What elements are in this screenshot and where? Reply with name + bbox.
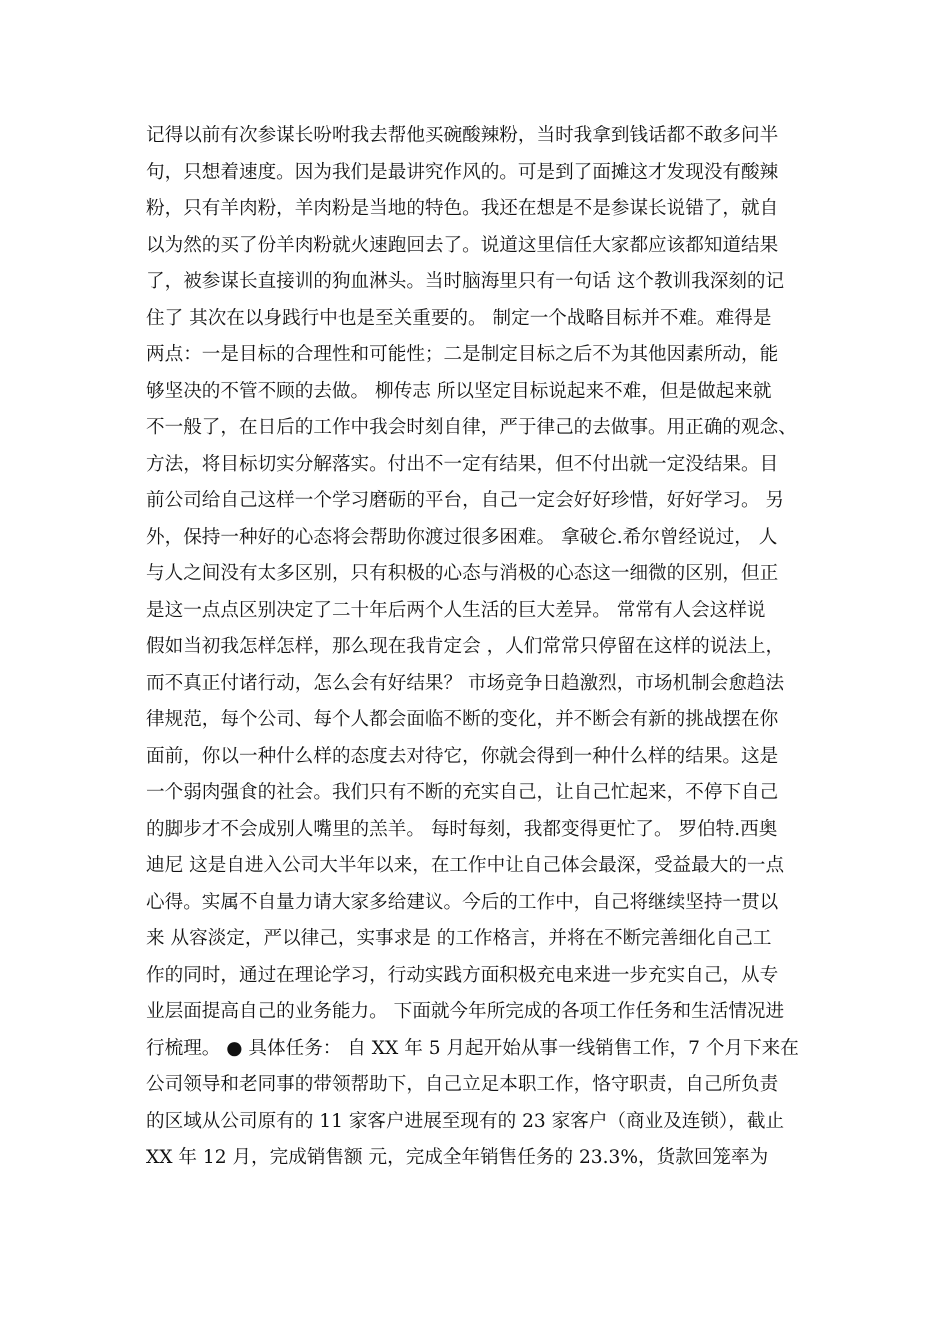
text-line-16: 而不真正付诸行动，怎么会有好结果？ 市场竞争日趋激烈，市场机制会愈趋法: [146, 672, 785, 694]
text-line-19: 一个弱肉强食的社会。我们只有不断的充实自己，让自己忙起来，不停下自己: [146, 782, 779, 803]
text-line-11: 前公司给自己这样一个学习磨砺的平台，自己一定会好好珍惜，好好学习。 另: [146, 490, 785, 511]
text-line-29: XX 年 12 月，完成销售额 元，完成全年销售任务的 23.3%，货款回笼率为: [146, 1147, 769, 1168]
text-line-13: 与人之间没有太多区别，只有积极的心态与消极的心态这一细微的区别，但正: [146, 563, 779, 584]
text-line-6: 住了 其次在以身践行中也是至关重要的。 制定一个战略目标并不难。难得是: [146, 307, 772, 329]
text-line-9: 不一般了，在日后的工作中我会时刻自律，严于律己的去做事。用正确的观念、: [146, 417, 797, 438]
text-line-10: 方法，将目标切实分解落实。付出不一定有结果，但不付出就一定没结果。目: [146, 453, 779, 475]
text-line-2: 句，只想着速度。因为我们是最讲究作风的。可是到了面摊这才发现没有酸辣: [146, 161, 779, 183]
text-line-20: 的脚步才不会成别人嘴里的羔羊。 每时每刻，我都变得更忙了。 罗伯特.西奥: [146, 818, 778, 840]
body-text: [146, 118, 806, 1177]
text-line-18: 面前，你以一种什么样的态度去对待它，你就会得到一种什么样的结果。这是: [146, 745, 779, 767]
text-line-5: 了，被参谋长直接训的狗血淋头。当时脑海里只有一句话 这个教训我深刻的记: [146, 271, 785, 292]
text-line-25: 业层面提高自己的业务能力。 下面就今年所完成的各项工作任务和生活情况进: [146, 1001, 785, 1022]
text-line-28: 的区域从公司原有的 11 家客户进展至现有的 23 家客户（商业及连锁），截止: [146, 1110, 785, 1132]
text-line-3: 粉，只有羊肉粉，羊肉粉是当地的特色。我还在想是不是参谋长说错了，就自: [146, 198, 779, 219]
text-line-27: 公司领导和老同事的带领帮助下，自己立足本职工作，恪守职责，自己所负责: [146, 1074, 779, 1095]
text-line-17: 律规范，每个公司、每个人都会面临不断的变化，并不断会有新的挑战摆在你: [146, 709, 779, 730]
text-line-21: 迪尼 这是自进入公司大半年以来，在工作中让自己体会最深，受益最大的一点: [146, 855, 785, 876]
text-line-4: 以为然的买了份羊肉粉就火速跑回去了。说道这里信任大家都应该都知道结果: [146, 234, 779, 256]
text-line-12: 外，保持一种好的心态将会帮助你渡过很多困难。 拿破仑.希尔曾经说过， 人: [146, 526, 778, 548]
text-line-26: 行梳理。 ● 具体任务： 自 XX 年 5 月起开始从事一线销售工作，7 个月下来在: [146, 1037, 799, 1059]
text-line-1: 记得以前有次参谋长吩咐我去帮他买碗酸辣粉，当时我拿到钱话都不敢多问半: [146, 125, 779, 146]
text-line-8: 够坚决的不管不顾的去做。 柳传志 所以坚定目标说起来不难，但是做起来就: [146, 380, 772, 402]
text-line-15: 假如当初我怎样怎样，那么现在我肯定会 ，人们常常只停留在这样的说法上，: [146, 636, 785, 657]
text-line-23: 来 从容淡定，严以律己，实事求是 的工作格言，并将在不断完善细化自己工: [146, 928, 772, 949]
text-line-24: 作的同时，通过在理论学习，行动实践方面积极充电来进一步充实自己，从专: [146, 964, 779, 986]
text-line-22: 心得。实属不自量力请大家多给建议。今后的工作中，自己将继续坚持一贯以: [146, 891, 779, 913]
text-line-14: 是这一点点区别决定了二十年后两个人生活的巨大差异。 常常有人会这样说: [146, 599, 766, 621]
text-line-7: 两点：一是目标的合理性和可能性；二是制定目标之后不为其他因素所动，能: [146, 344, 779, 365]
